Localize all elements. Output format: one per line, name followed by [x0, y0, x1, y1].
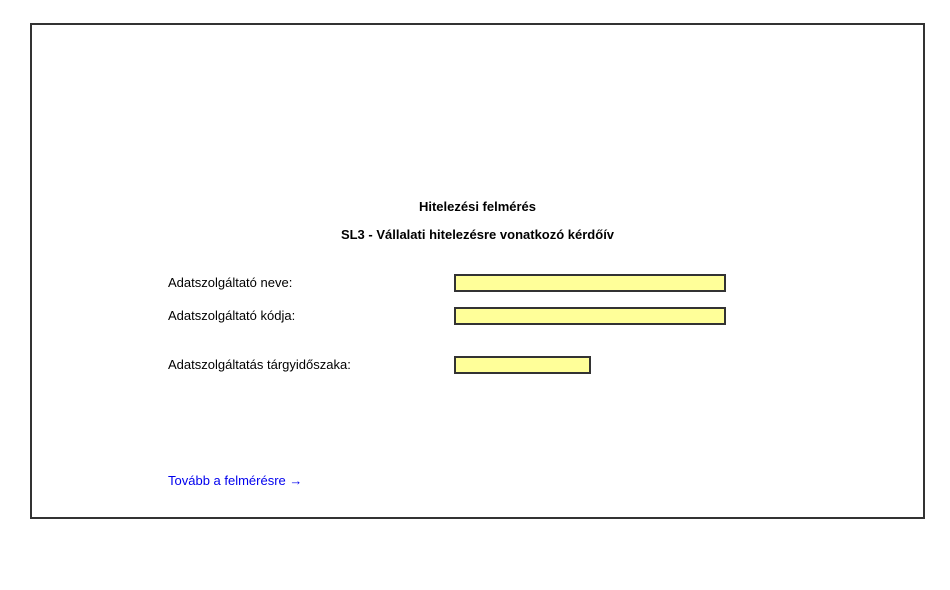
provider-name-label: Adatszolgáltató neve:: [168, 275, 293, 290]
page-title: Hitelezési felmérés: [418, 199, 537, 214]
form-frame: [30, 23, 925, 519]
provider-name-input[interactable]: [454, 274, 726, 292]
page-subtitle: SL3 - Vállalati hitelezésre vonatkozó kérdőív: [340, 227, 615, 242]
provider-code-label: Adatszolgáltató kódja:: [168, 308, 296, 323]
continue-to-survey-link[interactable]: Tovább a felmérésre →: [168, 473, 303, 488]
reporting-period-label: Adatszolgáltatás tárgyidőszaka:: [168, 357, 351, 372]
reporting-period-input[interactable]: [454, 356, 591, 374]
provider-code-input[interactable]: [454, 307, 726, 325]
